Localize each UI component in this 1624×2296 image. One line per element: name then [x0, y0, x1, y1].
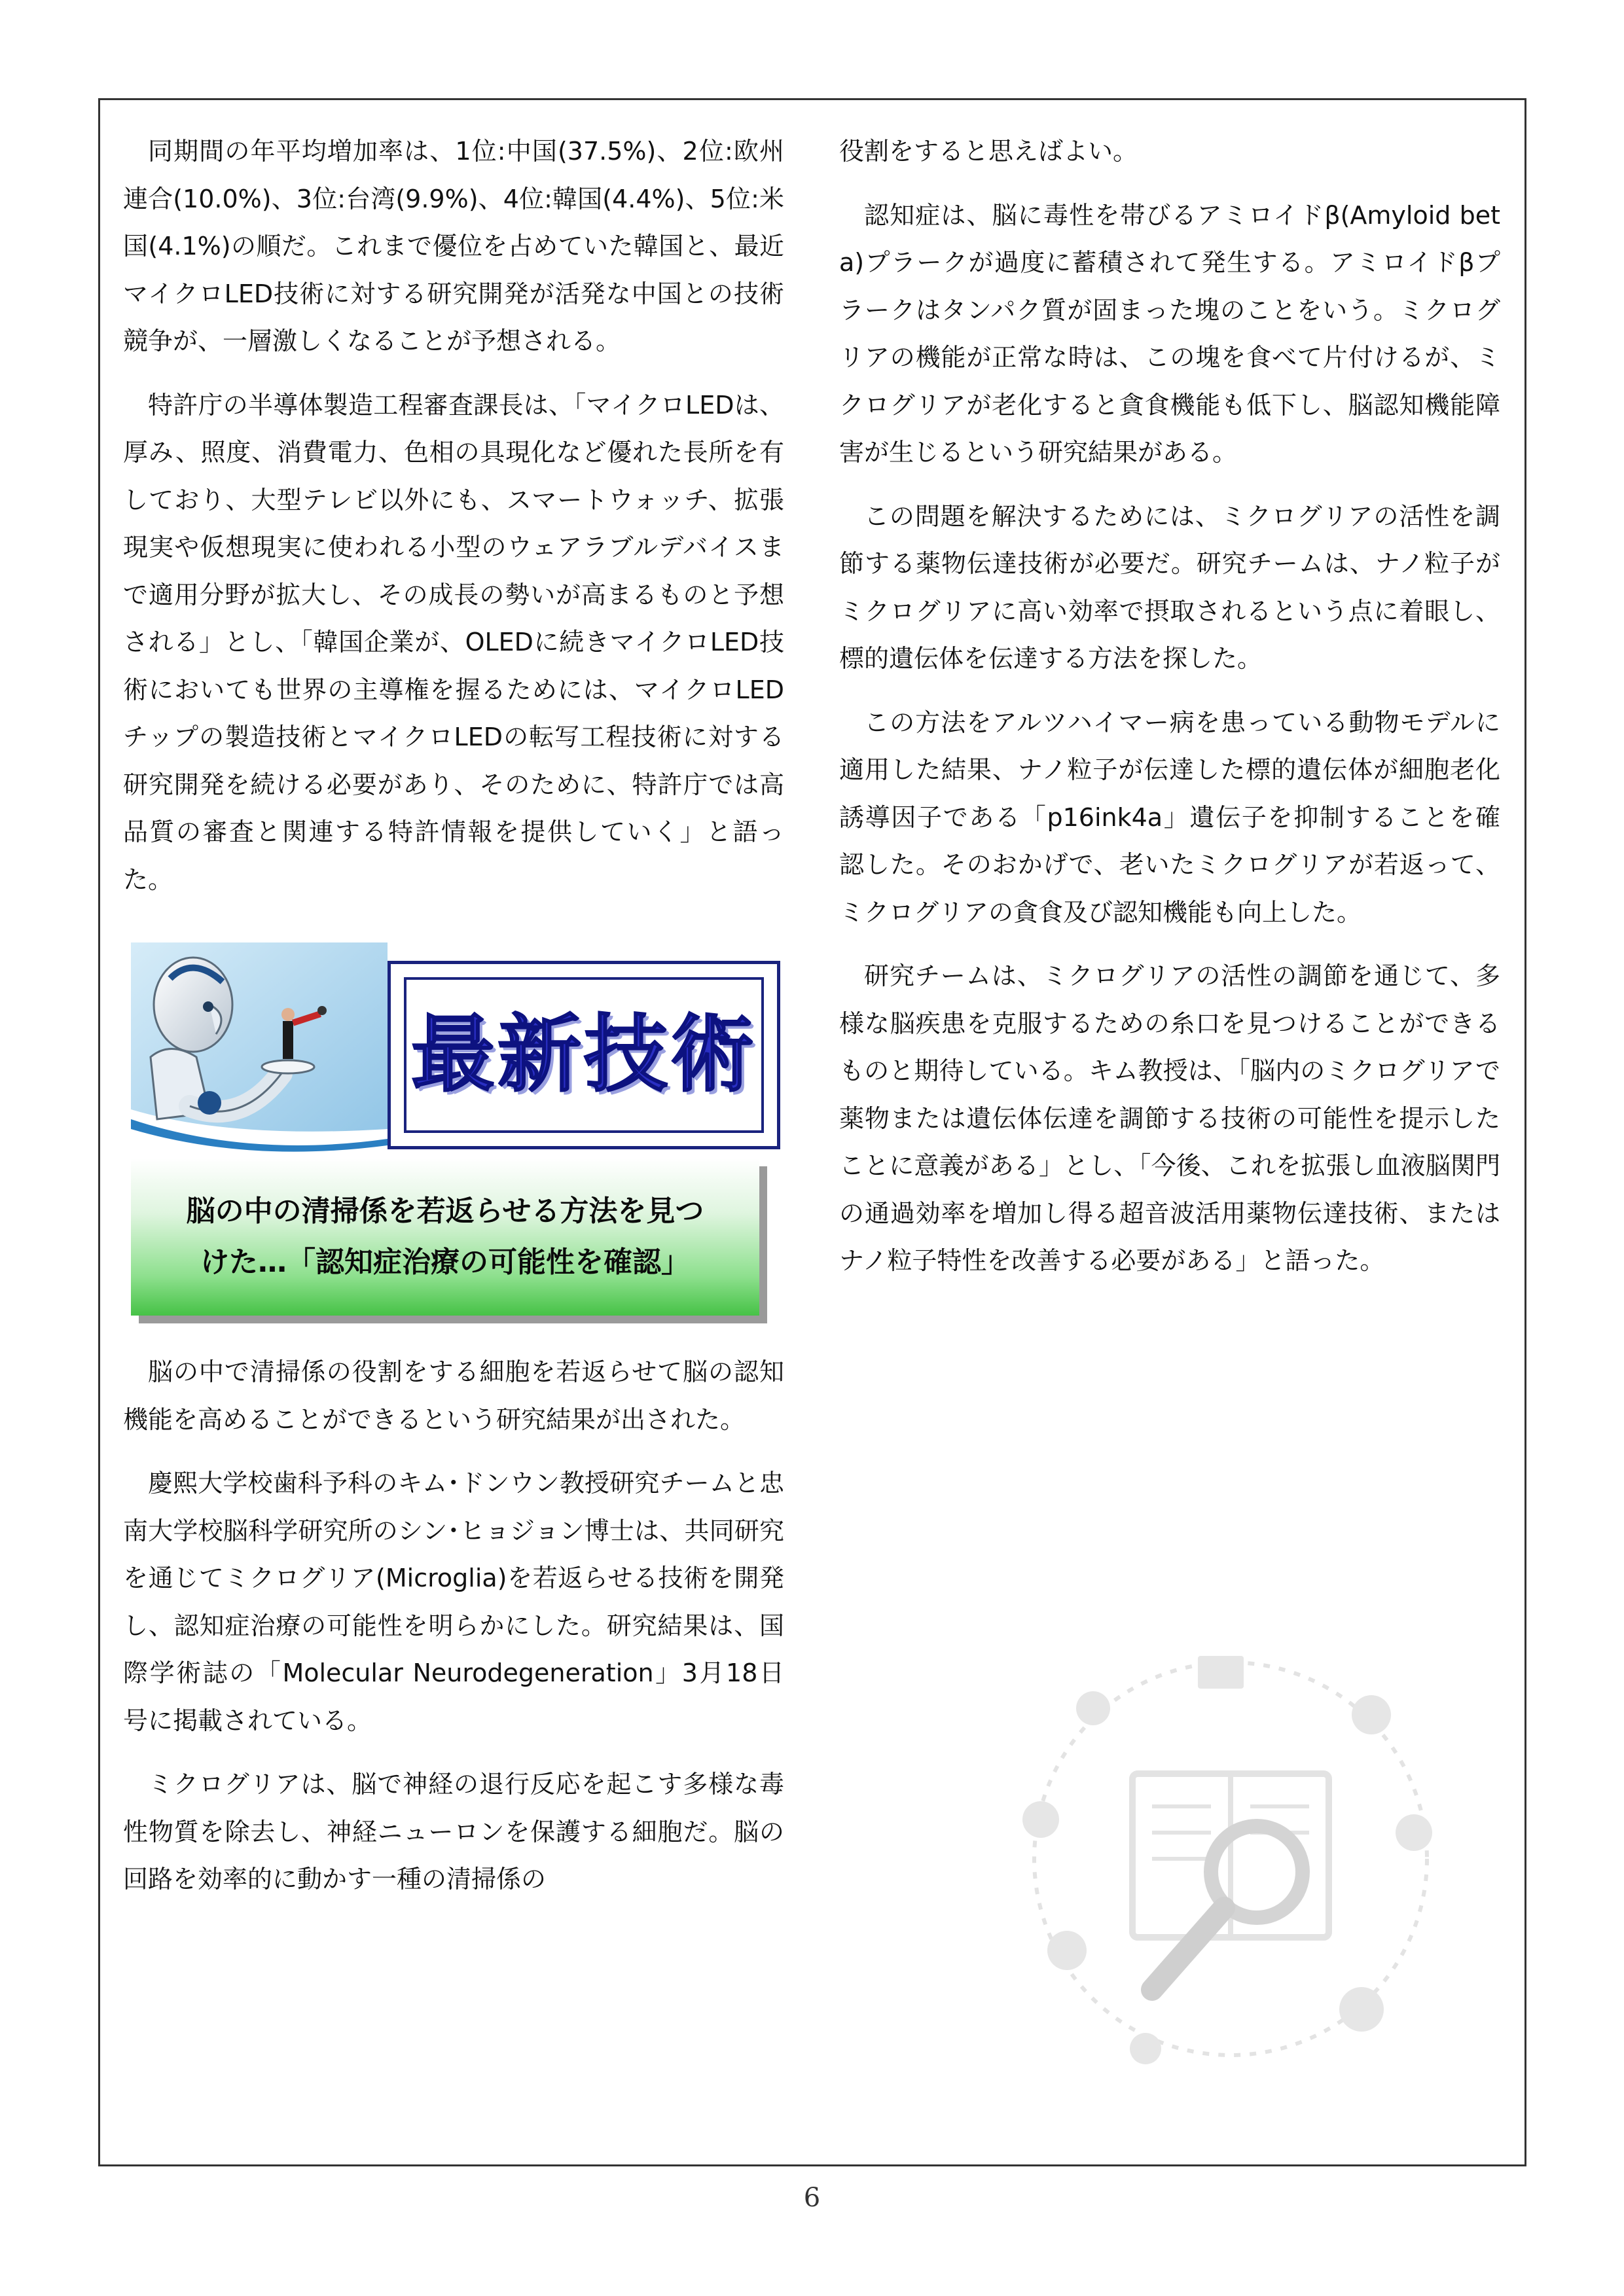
robot-with-telescope-icon [131, 942, 388, 1152]
banner-subtitle [131, 1158, 759, 1316]
page-number: 6 [803, 2183, 821, 2213]
banner-subtitle-line2: けた…「認知症治療の可能性を確認」 [200, 1246, 690, 1279]
paragraph: 研究チームは、ミクログリアの活性の調節を通じて、多様な脳疾患を克服するための糸口を見つけることができるものと期待している。キム教授は、「脳内のミクログリアで薬物または遺伝体伝達を調節する技術の可能性を提示したことに意義がある」とし、「今後、これを拡張し血液脳関門の通過効率を増加し得る超音波活用薬物伝達技術、またはナノ粒子特性を改善する必要がある」と語った。 [839, 961, 1500, 1275]
paragraph-continuation: 役割をすると思えばよい。 [839, 137, 1138, 166]
research-magnifier-icon [995, 1623, 1466, 2094]
paragraph: この方法をアルツハイマー病を患っている動物モデルに適用した結果、ナノ粒子が伝達した標的遺伝体が細胞老化誘導因子である「p16ink4a」遺伝子を抑制することを確認した。そのおかげで、老いたミクログリアが若返って、ミクログリアの貪食及び認知機能も向上した。 [839, 708, 1500, 927]
paragraph: ミクログリアは、脳で神経の退行反応を起こす多様な毒性物質を除去し、神経ニューロンを保護する細胞だ。脳の回路を効率的に動かす一種の清掃係の [123, 1770, 784, 1893]
banner-title-frame [388, 961, 780, 1149]
right-column [839, 128, 1500, 1301]
paragraph: 特許庁の半導体製造工程審査課長は、「マイクロLEDは、厚み、照度、消費電力、色相の具現化など優れた長所を有しており、大型テレビ以外にも、スマートウォッチ、拡張現実や仮想現実に使われる小型のウェアラブルデバイスまで適用分野が拡大し、その成長の勢いが高まるものと予想される」とし、「韓国企業が、OLEDに続きマイクロLED技術においても世界の主導権を握るためには、マイクロLEDチップの製造技術とマイクロLEDの転写工程技術に対する研究開発を続ける必要があり、そのために、特許庁では高品質の審査と関連する特許情報を提供していく」と語った。 [123, 390, 784, 894]
left-column [123, 128, 784, 1920]
article-banner [131, 942, 785, 1329]
paragraph: 認知症は、脳に毒性を帯びるアミロイドβ(Amyloid beta)プラークが過度に蓄積されて発生する。アミロイドβプラークはタンパク質が固まった塊のことをいう。ミクログリアの機能が正常な時は、この塊を食べて片付けるが、ミクログリアが老化すると貪食機能も低下し、脳認知機能障害が生じるという研究結果がある。 [839, 200, 1500, 467]
banner-title: 最新技術 [410, 1005, 757, 1103]
banner-title-inner-frame [404, 977, 764, 1133]
banner-subtitle-text [187, 1186, 704, 1288]
banner-subtitle-line1: 脳の中の清掃係を若返らせる方法を見つ [186, 1194, 704, 1228]
paragraph: 脳の中で清掃係の役割をする細胞を若返らせて脳の認知機能を高めることができるという研究結果が出された。 [123, 1357, 784, 1434]
paragraph: この問題を解決するためには、ミクログリアの活性を調節する薬物伝達技術が必要だ。研究チームは、ナノ粒子がミクログリアに高い効率で摂取されるという点に着眼し、標的遺伝体を伝達する方法を探した。 [839, 501, 1500, 673]
paragraph: 慶熙大学校歯科予科のキム･ドンウン教授研究チームと忠南大学校脳科学研究所のシン･ヒョジョン博士は、共同研究を通じてミクログリア(Microglia)を若返らせる技術を開発し、認知症治療の可能性を明らかにした。研究結果は、国際学術誌の「Molecular Neurodegeneration」3月18日号に掲載されている。 [123, 1469, 784, 1735]
paragraph: 同期間の年平均増加率は、1位:中国(37.5%)、2位:欧州連合(10.0%)、3位:台湾(9.9%)、4位:韓国(4.4%)、5位:米国(4.1%)の順だ。これまで優位を占めていた韓国と、最近マイクロLED技術に対する研究開発が活発な中国との技術競争が、一層激しくなることが予想される。 [123, 137, 784, 355]
